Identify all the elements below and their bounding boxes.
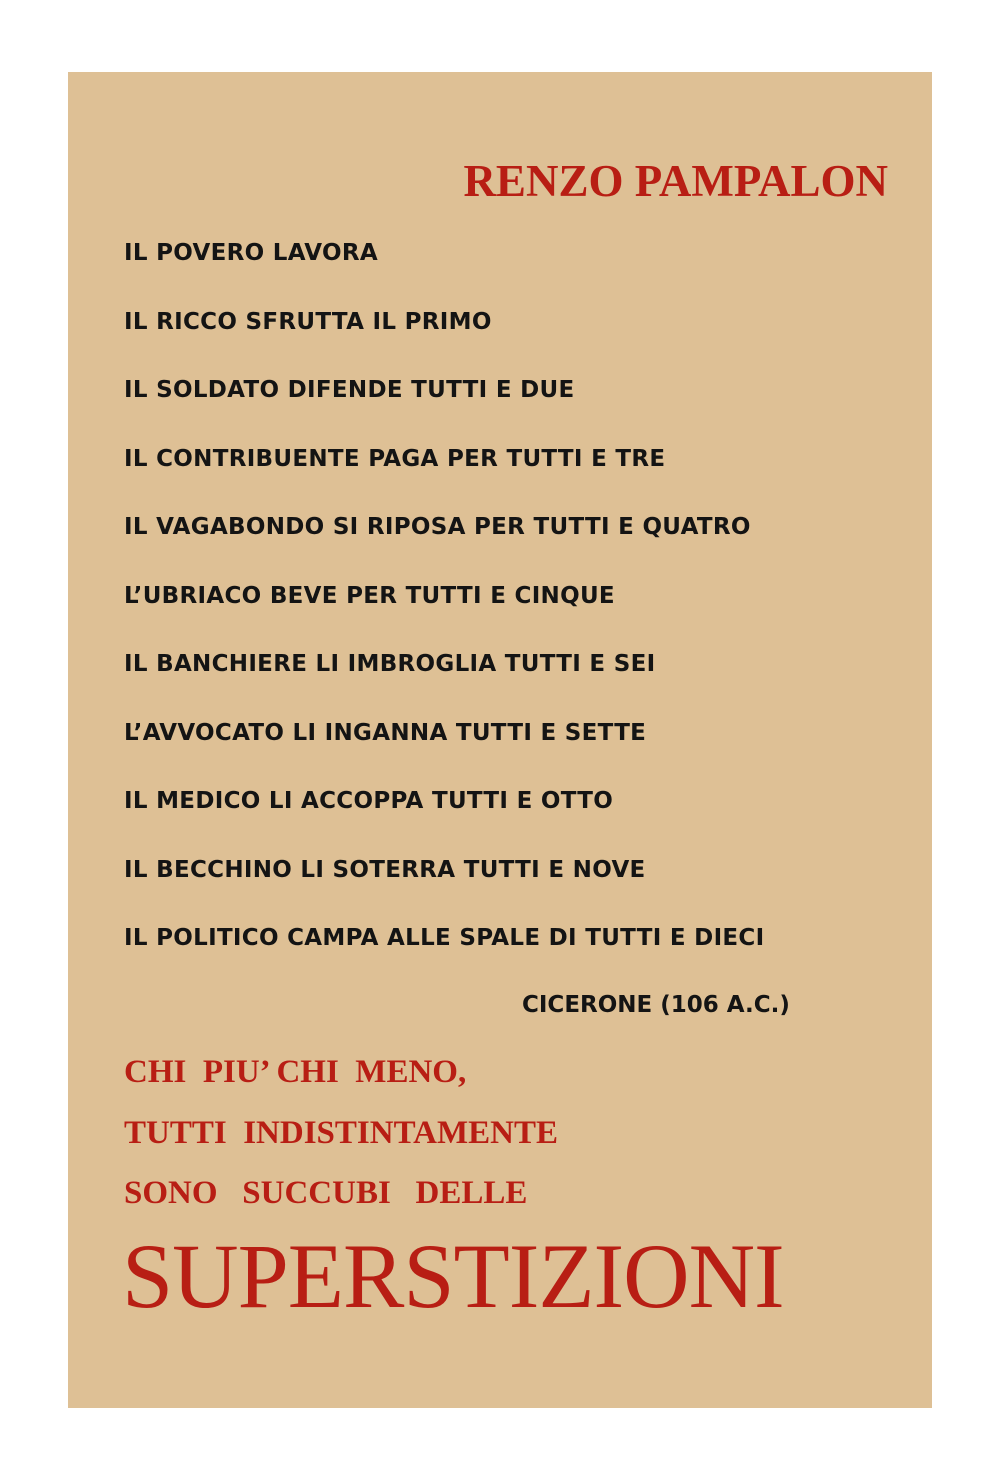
book-title: SUPERSTIZIONI	[122, 1225, 784, 1327]
author-name: RENZO PAMPALON	[463, 156, 888, 206]
quote-line: IL BANCHIERE LI IMBROGLIA TUTTI E SEI	[124, 651, 656, 677]
quote-line: IL MEDICO LI ACCOPPA TUTTI E OTTO	[124, 788, 614, 814]
subtitle-block	[124, 1049, 558, 1231]
quote-line: IL SOLDATO DIFENDE TUTTI E DUE	[124, 377, 575, 403]
quote-line: IL BECCHINO LI SOTERRA TUTTI E NOVE	[124, 856, 646, 883]
quote-block	[124, 230, 764, 984]
book-cover	[68, 72, 932, 1408]
quote-line: IL POVERO LAVORA	[124, 240, 378, 266]
subtitle-line: TUTTI INDISTINTAMENTE	[124, 1114, 558, 1151]
quote-attribution: CICERONE (106 A.C.)	[522, 992, 790, 1018]
quote-line: IL CONTRIBUENTE PAGA PER TUTTI E TRE	[124, 445, 666, 472]
quote-line: L’UBRIACO BEVE PER TUTTI E CINQUE	[124, 582, 615, 609]
quote-line: IL RICCO SFRUTTA IL PRIMO	[124, 308, 492, 335]
quote-line: IL POLITICO CAMPA ALLE SPALE DI TUTTI E DIECI	[124, 925, 765, 951]
quote-line: IL VAGABONDO SI RIPOSA PER TUTTI E QUATRO	[124, 514, 751, 540]
subtitle-line: SONO SUCCUBI DELLE	[124, 1175, 528, 1211]
quote-line: L’AVVOCATO LI INGANNA TUTTI E SETTE	[124, 719, 647, 746]
subtitle-line: CHI PIU’ CHI MENO,	[124, 1054, 467, 1090]
